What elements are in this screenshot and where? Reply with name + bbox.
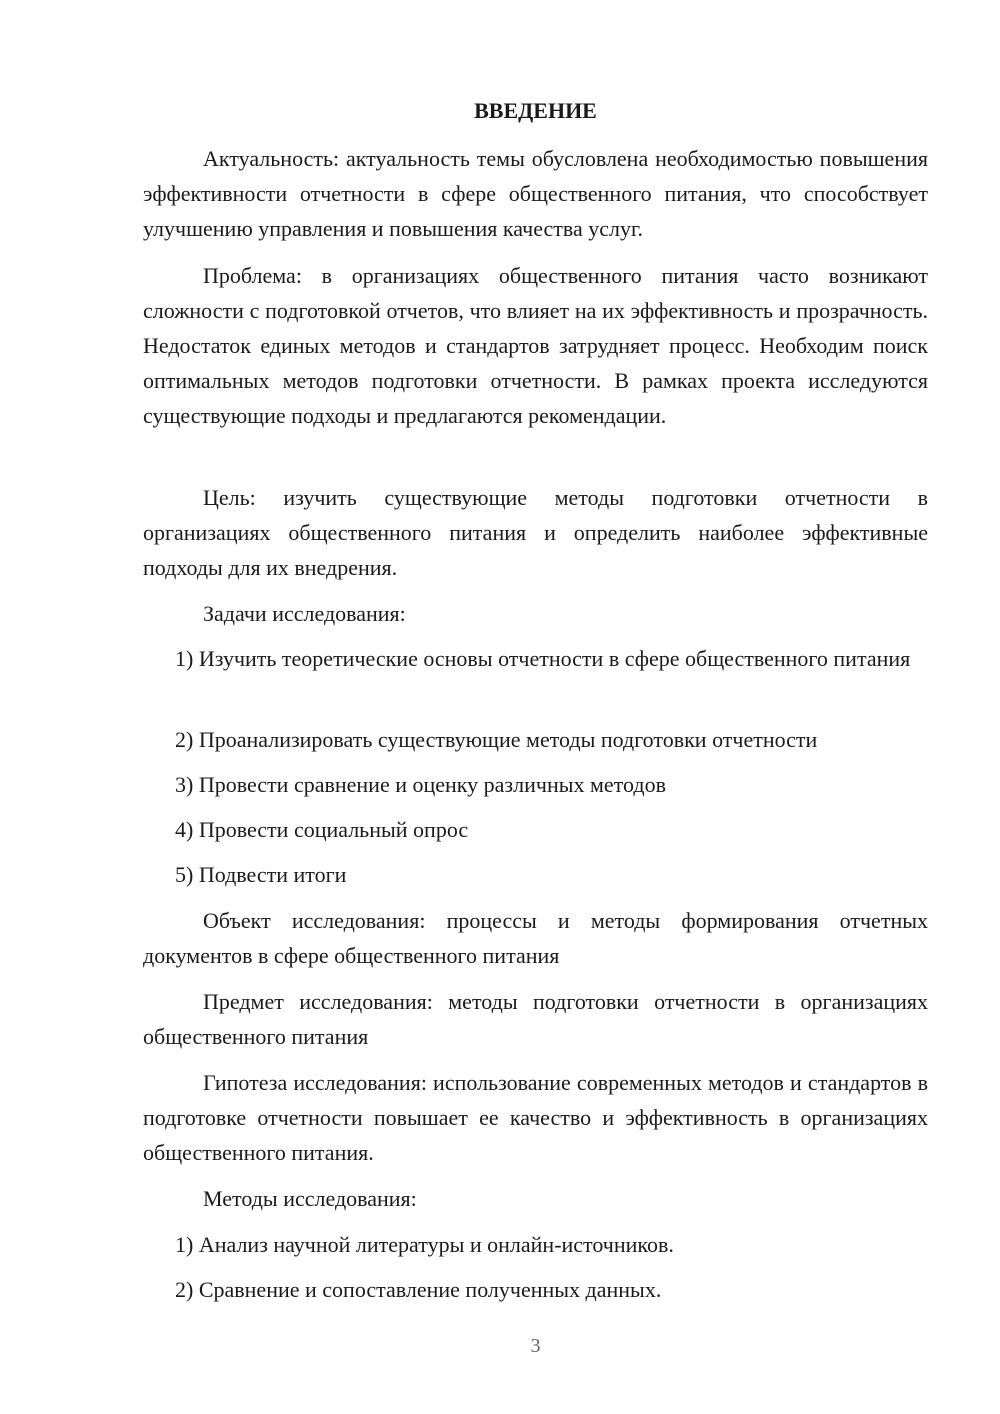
method-item-1: 1) Анализ научной литературы и онлайн-источников. — [175, 1232, 674, 1257]
hypothesis-paragraph: Гипотеза исследования: использование современных методов и стандартов в подготовке отчетности повышает ее качество и эффективность в организациях общественного питания. — [143, 1070, 928, 1165]
problem-paragraph: Проблема: в организациях общественного питания часто возникают сложности с подготовкой отчетов, что влияет на их эффективность и прозрачность. Недостаток единых методов и стандартов затрудняет процесс. Необходим поиск оптимальных методов подготовки отчетности. В рамках проекта исследуются существующие подходы и предлагаются рекомендации. — [143, 263, 928, 428]
relevance-paragraph: Актуальность: актуальность темы обусловлена необходимостью повышения эффективности отчетности в сфере общественного питания, что способствует улучшению управления и повышения качества услуг. — [143, 146, 928, 241]
task-item-1: 1) Изучить теоретические основы отчетности в сфере общественного питания — [175, 646, 911, 671]
object-paragraph: Объект исследования: процессы и методы формирования отчетных документов в сфере общественного питания — [143, 908, 928, 968]
task-item-5: 5) Подвести итоги — [175, 862, 347, 887]
goal-paragraph: Цель: изучить существующие методы подготовки отчетности в организациях общественного питания и определить наиболее эффективные подходы для их внедрения. — [143, 485, 928, 580]
task-item-2: 2) Проанализировать существующие методы подготовки отчетности — [175, 727, 818, 752]
task-item-4: 4) Провести социальный опрос — [175, 817, 469, 842]
section-title: ВВЕДЕНИЕ — [474, 98, 597, 123]
tasks-heading: Задачи исследования: — [203, 601, 406, 626]
method-item-2: 2) Сравнение и сопоставление полученных данных. — [175, 1277, 662, 1302]
methods-heading: Методы исследования: — [203, 1186, 417, 1211]
subject-paragraph: Предмет исследования: методы подготовки отчетности в организациях общественного питания — [143, 989, 928, 1049]
page-number: 3 — [530, 1335, 541, 1357]
task-item-3: 3) Провести сравнение и оценку различных методов — [175, 772, 666, 797]
